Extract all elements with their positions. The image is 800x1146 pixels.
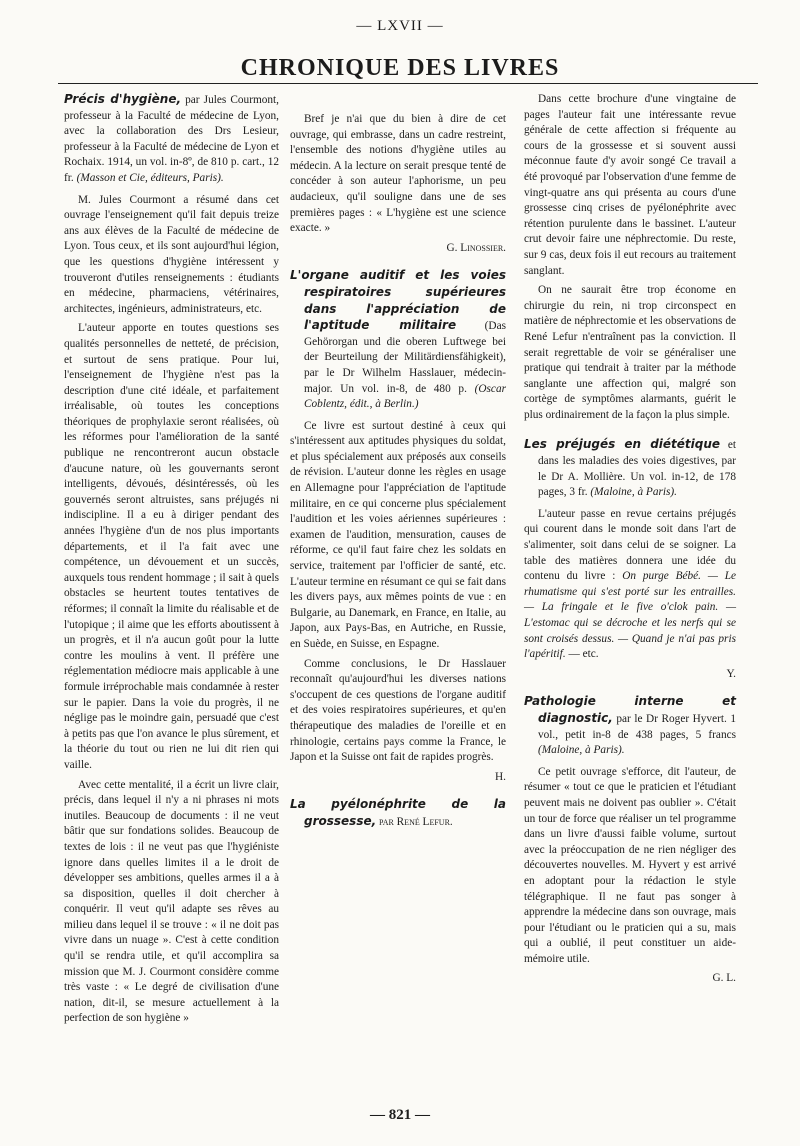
review-pyelonephrite-paragraph-2: On ne saurait être trop économe en chirurgie du rein, ni trop circonspect en matière de néphrectomie et les observations de René Lefur n'entraînent pas la conviction. Il serait regrettable de voir se généraliser une pratique qui tendrait à traiter par la méthode sanglante une affection qui, malgré son cortège de symptômes alarmants, guérit le plus ordinairement de la façon la plus simple. xyxy=(524,284,736,421)
review-pathologie-paragraph-1: Ce petit ouvrage s'efforce, dit l'auteur, de résumer « tout ce que le praticien et l'étudiant peuvent mais ne doivent pas oublier ». C'était un tour de force que réaliser un tel programme dans un livre d'aussi faible volume, surtout avec la préoccupation de ne rien négliger des découvertes nouvelles. M. Hyvert y est arrivé en adoptant pour la rédaction le style télégraphique. Il ne faut pas songer à apprendre la médecine dans son ouvrage, mais pour l'étudiant ou le praticien qui a su, mais qui a oublié, il peut constituer un aide-mémoire utile. xyxy=(524,765,736,965)
title-rule xyxy=(58,83,758,84)
review-auditif-byline: (Das Gehörorgan und die oberen Luftwege bei der Beurteilung der Militärdiensfähigkeit), par le Dr Wilhelm Hasslauer, médecin-major. Un vol. in-8, de 480 p. xyxy=(304,320,506,395)
review-pathologie-header xyxy=(524,694,736,758)
review-pathologie-title: Pathologie interne et diagnostic, xyxy=(524,694,736,725)
review-pyelonephrite-paragraph-1: Dans cette brochure d'une vingtaine de pages l'auteur fait une intéressante revue générale de cette affection si fréquente au cours de la grossesse et si souvent aussi méconnue faute d'y avoir songé Ce travail a été provoqué par l'observation d'une femme de vingt-quatre ans qui présenta au cours d'une grossesse cinq crises de pyélonéphrite avec rétention purulente dans le bassinet. L'auteur crut devoir faire une néphrectomie. Du reste, sur 9 cas, deux fois il eut recours au traitement sanglant. xyxy=(524,93,736,277)
review-auditif-header xyxy=(290,268,506,412)
review-auditif-publisher: (Oscar Coblentz, édit., à Berlin.) xyxy=(304,382,506,411)
review-hygiene-signature: G. Linossier. xyxy=(446,241,506,254)
review-hygiene-header xyxy=(64,92,279,187)
review-auditif-paragraph-2: Comme conclusions, le Dr Hasslauer reconnaît qu'aujourd'hui les diverses nations s'occupent de ces questions de l'organe auditif et des voies respiratoires supérieures, et qu'en thérapeutique des maladies de l'oreille et en rhinologie, certains pays comme la France, le Japon et la Suisse ont fait de rapides progrès. xyxy=(290,657,506,764)
review-prejuges-title: Les préjugés en diététique xyxy=(524,437,721,452)
review-prejuges-signature: Y. xyxy=(726,667,736,680)
review-pyelonephrite-byline: par René Lefur. xyxy=(379,815,453,828)
review-prejuges-byline: et dans les maladies des voies digestives, par le Dr A. Mollière. Un vol. in-12, de 178 pages, 3 fr. xyxy=(538,439,737,499)
review-prejuges-paragraph-1 xyxy=(524,507,736,663)
review-hygiene-paragraph-4: Bref je n'ai que du bien à dire de cet ouvrage, qui embrasse, dans un cadre restreint, l'ensemble des notions d'hygiène utiles au médecin. A la lecture on serait presque tenté de concéder à son auteur l'aphorisme, un peu audacieux, qu'il souligne dans une de ses premières pages : « L'hygiène est une science exacte. » xyxy=(290,113,506,235)
review-hygiene-byline: par Jules Courmont, professeur à la Faculté de médecine de Lyon, avec la collaboration des Drs Lesieur, professeur à la Faculté de médecine de Lyon et Rochaix. 1914, un vol. in-8º, de 810 p. cart., 12 fr. xyxy=(64,94,280,184)
page-title: CHRONIQUE DES LIVRES xyxy=(240,55,560,81)
review-hygiene-paragraph-2: L'auteur apporte en toutes questions ses qualités personnelles de netteté, de précision, et surtout de sens pratique. Pour lui, l'enseignement de l'hygiène n'est pas la description d'une cité idéale, et parfaitement irréalisable, où toutes les conceptions théoriques de prophylaxie seront réalisées, où les réformes pour l'amélioration de la santé publique ne rencontreront aucun obstacle d'aucune nature, où les gouvernants seront intelligents, dévoués, désintéressés, où les gouvernés seront altruistes, sans préjugés ni indiscipline. Il a eu à diriger pendant des années l'hygiène d'un de nos plus importants départements, et il l'a fait avec une compétence, un dévouement et un succès, auxquels tous rendent hommage ; il sait à quels obstacles se heurtent toutes tentatives de réformes; il connaît la limite du réalisable et de l'utopique ; il aime que les efforts aboutissent à un progrès, et il n'a aucun goût pour la lutte contre les moulins à vent. Il préfère une réglementation médiocre mais applicable à une formule irréprochable mais condamnée à rester sur le papier. Dans la voie du progrès, il ne néglige pas le moindre gain, persuadé que c'est à petits pas que l'on avance le plus sûrement, et la théorie du tout ou rien ne lui dit rien qui vaille. xyxy=(64,322,279,771)
review-prejuges-header xyxy=(524,437,736,500)
page-number: — 821 — xyxy=(370,1107,430,1123)
review-auditif-title: L'organe auditif et les voies respiratoires supérieures dans l'appréciation de l'aptitude militaire xyxy=(290,268,506,333)
review-prejuges-contents: On purge Bébé. — Le rhumatisme qui s'est porté sur les entrailles. — La fringale et le five o'clok pain. — L'estomac qui se décroche et les nerfs qui se sont croisés dessus. — Quand je n'ai pas pris l'apéritif. xyxy=(524,570,736,661)
review-hygiene-title: Précis d'hygiène, xyxy=(64,92,182,106)
review-prejuges-etc: — etc. xyxy=(568,648,599,661)
column-1 xyxy=(64,92,279,1031)
review-pathologie-publisher: (Maloine, à Paris). xyxy=(538,744,625,757)
review-prejuges-intro: L'auteur passe en revue certains préjugés qui courent dans le monde soit dans l'art de s'alimenter, soit dans celui de se soigner. La table des matières donnera une idée du contenu du livre : xyxy=(524,507,736,583)
column-3 xyxy=(524,92,736,999)
page-number-roman: — LXVII — xyxy=(356,18,444,34)
review-hygiene-paragraph-1: M. Jules Courmont a résumé dans cet ouvrage l'enseignement qu'il fait depuis treize ans aux élèves de la Faculté de médecine de Lyon. Tous ceux, et ils sont aujourd'hui légion, que les questions d'hygiène intéressent y trouveront d'utiles renseignements : étudiants en médecine, pharmaciens, vétérinaires, architectes, ingénieurs, administrateurs, etc. xyxy=(64,193,279,315)
column-2 xyxy=(290,112,506,837)
review-pyelonephrite-header xyxy=(290,797,506,830)
review-hygiene-paragraph-3: Avec cette mentalité, il a écrit un livre clair, précis, dans lequel il n'y a ni phrases ni mots inutiles. Beaucoup de documents : il ne veut bâtir que sur fondations solides. Beaucoup de textes de lois : il ne veut pas que l'hygiéniste ignore dans quelles limites il a le droit de développer ses ambitions, quelles armes il a à sa disposition, quelles il doit chercher à conquérir. Il veut qu'il adapte ses rêves au milieu dans lequel il se trouve : « il ne doit pas vivre dans un nuage ». C'est à cette condition qu'il se rendra utile, et qu'il accomplira sa mission que M. J. Courmont considère comme très vaste : « Le degré de civilisation d'une nation, dit-il, se mesure actuellement à la perfection de son hygiène » xyxy=(64,778,279,1025)
review-pathologie-signature: G. L. xyxy=(712,972,736,985)
review-hygiene-publisher: (Masson et Cie, éditeurs, Paris). xyxy=(76,171,224,184)
review-pathologie-byline: par le Dr Roger Hyvert. 1 vol., petit in-8 de 438 pages, 5 francs xyxy=(538,712,737,741)
review-pyelonephrite-title: La pyélonéphrite de la grossesse, xyxy=(290,797,506,828)
review-auditif-paragraph-1: Ce livre est surtout destiné à ceux qui s'intéressent aux aptitudes physiques du soldat, et plus spécialement aux préposés aux conseils de révision. L'auteur donne les règles en usage en Allemagne pour l'appréciation de l'aptitude militaire, en ce qui concerne plus spécialement l'audition et les voies aériennes supérieures : examen de l'audition, mensuration, causes de réforme, ce qu'il faut faire chez les soldats en service, traitement par l'officier de santé, etc. L'auteur termine en résumant ce qui se fait dans les divers pays, aux mêmes points de vue : en Bulgarie, au Danemark, en France, en Italie, au Japon, aux Pays-Bas, en Autriche, en Russie, en Suède, en Suisse, en Espagne. xyxy=(290,419,506,650)
review-auditif-signature: H. xyxy=(495,770,506,783)
review-prejuges-publisher: (Maloine, à Paris). xyxy=(590,486,678,499)
